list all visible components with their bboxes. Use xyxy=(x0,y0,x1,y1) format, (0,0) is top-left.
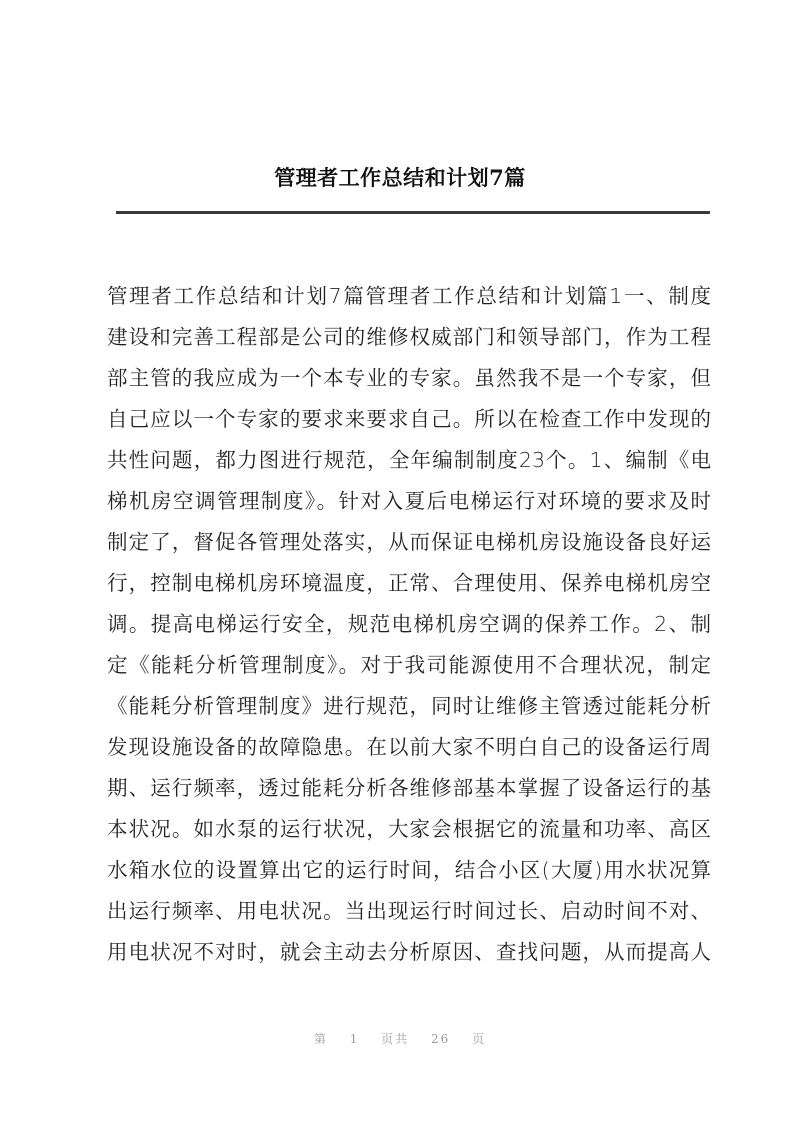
body-line: 定《能耗分析管理制度》。对于我司能源使用不合理状况，制定 xyxy=(107,653,711,677)
page-title: 管理者工作总结和计划7篇 xyxy=(274,165,526,190)
page-suffix: 页 xyxy=(472,1032,487,1046)
body-line: 共性问题，都力图进行规范，全年编制制度23个。1、编制《电 xyxy=(107,448,711,472)
body-line: 调。提高电梯运行安全，规范电梯机房空调的保养工作。2、制 xyxy=(107,612,711,636)
body-line: 自己应以一个专家的要求来要求自己。所以在检查工作中发现的 xyxy=(107,407,711,431)
body-line: 管理者工作总结和计划7篇管理者工作总结和计划篇1一、制度 xyxy=(107,284,711,308)
body-line: 出运行频率、用电状况。当出现运行时间过长、启动时间不对、 xyxy=(107,899,711,923)
total-pages: 26 xyxy=(431,1032,451,1046)
current-page-number: 1 xyxy=(349,1032,360,1046)
body-line: 梯机房空调管理制度》。针对入夏后电梯运行对环境的要求及时 xyxy=(107,489,711,513)
title-divider xyxy=(116,211,710,214)
body-line: 部主管的我应成为一个本专业的专家。虽然我不是一个专家，但 xyxy=(107,366,711,390)
page-footer xyxy=(0,1030,800,1047)
body-line: 本状况。如水泵的运行状况，大家会根据它的流量和功率、高区 xyxy=(107,817,711,841)
body-line: 期、运行频率，透过能耗分析各维修部基本掌握了设备运行的基 xyxy=(107,776,711,800)
page-mid-label: 页共 xyxy=(381,1032,410,1046)
body-line: 行，控制电梯机房环境温度，正常、合理使用、保养电梯机房空 xyxy=(107,571,711,595)
body-line: 建设和完善工程部是公司的维修权威部门和领导部门，作为工程 xyxy=(107,325,711,349)
body-line: 发现设施设备的故障隐患。在以前大家不明白自己的设备运行周 xyxy=(107,735,711,759)
body-line: 水箱水位的设置算出它的运行时间，结合小区(大厦)用水状况算 xyxy=(107,858,711,882)
page-prefix: 第 xyxy=(313,1032,328,1046)
document-body xyxy=(107,276,711,973)
body-line: 制定了，督促各管理处落实，从而保证电梯机房设施设备良好运 xyxy=(107,530,711,554)
body-line: 《能耗分析管理制度》进行规范，同时让维修主管透过能耗分析 xyxy=(107,694,711,718)
body-line: 用电状况不对时，就会主动去分析原因、查找问题，从而提高人 xyxy=(107,940,711,964)
